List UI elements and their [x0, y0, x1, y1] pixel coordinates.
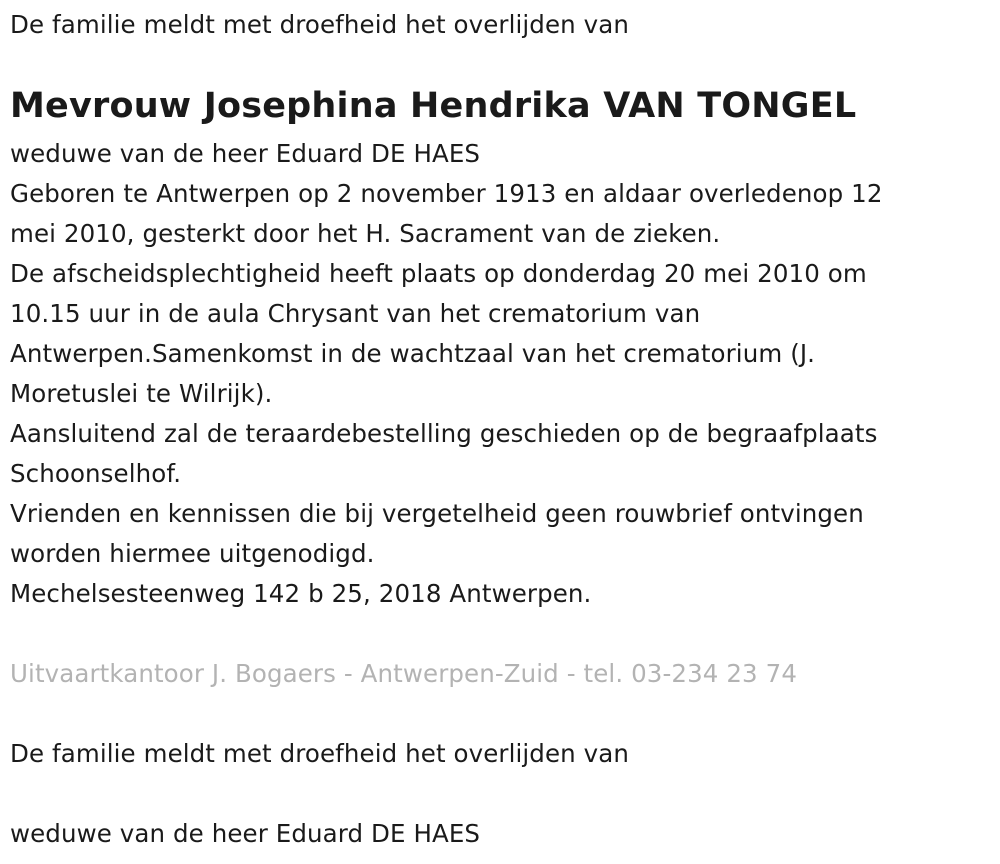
notice-intro: De familie meldt met droefheid het overlijden van — [10, 10, 629, 39]
body-line: Antwerpen.Samenkomst in de wachtzaal van het crematorium (J. — [10, 339, 816, 368]
body-line: 10.15 uur in de aula Chrysant van het crematorium van — [10, 299, 701, 328]
notice-intro-repeat: De familie meldt met droefheid het overlijden van — [10, 739, 629, 768]
body-line: Schoonselhof. — [10, 459, 182, 488]
body-line: worden hiermee uitgenodigd. — [10, 539, 375, 568]
funeral-home-line: Uitvaartkantoor J. Bogaers - Antwerpen-Zuid - tel. 03-234 23 74 — [10, 659, 798, 688]
body-line: mei 2010, gesterkt door het H. Sacrament van de zieken. — [10, 219, 721, 248]
deceased-name: Mevrouw Josephina Hendrika VAN TONGEL — [10, 86, 857, 126]
body-line: Geboren te Antwerpen op 2 november 1913 en aldaar overledenop 12 — [10, 179, 883, 208]
address-line: Mechelsesteenweg 142 b 25, 2018 Antwerpen. — [10, 579, 592, 608]
widow-line-repeat: weduwe van de heer Eduard DE HAES — [10, 819, 481, 848]
notice-body — [10, 134, 883, 614]
widow-line: weduwe van de heer Eduard DE HAES — [10, 139, 481, 168]
body-line: De afscheidsplechtigheid heeft plaats op donderdag 20 mei 2010 om — [10, 259, 867, 288]
body-line: Vrienden en kennissen die bij vergetelheid geen rouwbrief ontvingen — [10, 499, 864, 528]
body-line: Moretuslei te Wilrijk). — [10, 379, 273, 408]
body-line: Aansluitend zal de teraardebestelling geschieden op de begraafplaats — [10, 419, 878, 448]
